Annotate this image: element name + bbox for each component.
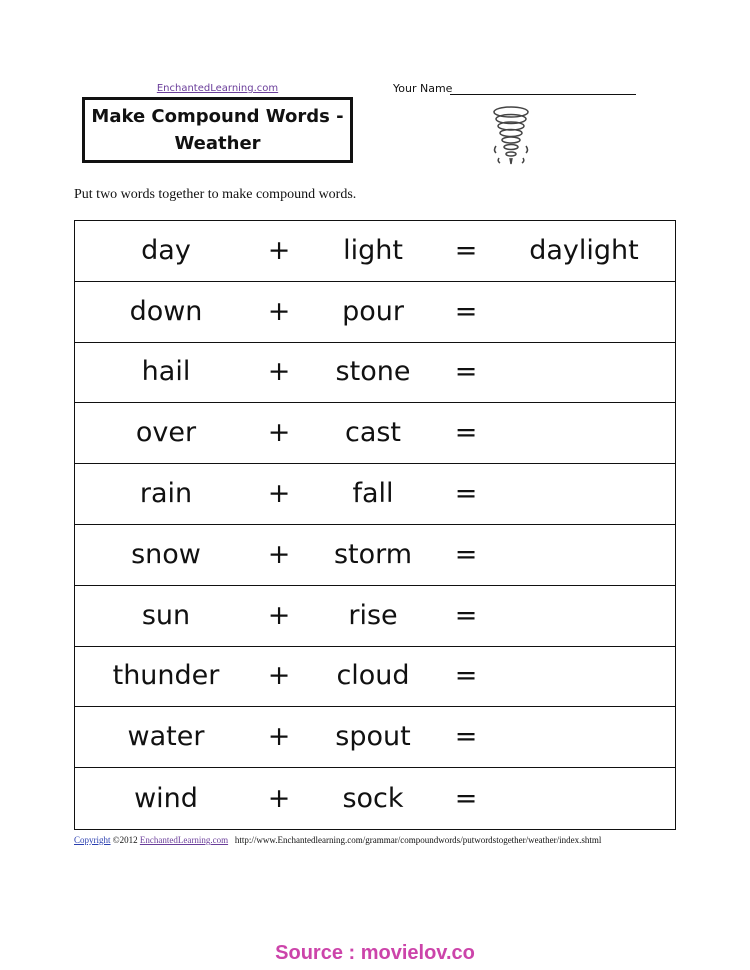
- equals-sign: =: [454, 477, 478, 509]
- table-row: [75, 525, 675, 586]
- tornado-icon: [488, 106, 534, 166]
- equals-sign: =: [454, 660, 478, 692]
- table-row: [75, 464, 675, 525]
- compound-words-table: [74, 220, 676, 830]
- plus-sign: +: [267, 660, 291, 692]
- your-name-label: Your Name: [393, 82, 453, 95]
- table-row: [75, 343, 675, 404]
- plus-sign: +: [267, 538, 291, 570]
- plus-sign: +: [267, 356, 291, 388]
- equals-sign: =: [454, 356, 478, 388]
- copyright-link[interactable]: Copyright: [74, 835, 111, 845]
- plus-sign: +: [267, 477, 291, 509]
- word-2: light: [343, 234, 403, 266]
- equals-sign: =: [454, 538, 478, 570]
- word-2: rise: [348, 599, 398, 631]
- word-2: storm: [333, 538, 413, 570]
- word-2: cast: [344, 417, 402, 449]
- equals-sign: =: [454, 295, 478, 327]
- footer-site-link[interactable]: EnchantedLearning.com: [139, 835, 229, 845]
- equals-sign: =: [454, 417, 478, 449]
- plus-sign: +: [267, 234, 291, 266]
- word-2: sock: [342, 782, 404, 814]
- word-1: sun: [141, 599, 191, 631]
- instructions: Put two words together to make compound words.: [74, 187, 357, 202]
- word-1: day: [141, 234, 191, 266]
- site-link[interactable]: EnchantedLearning.com: [156, 83, 279, 94]
- word-1: snow: [131, 538, 201, 570]
- page-url: http://www.Enchantedlearning.com/grammar/compoundwords/putwordstogether/weather/index.shtml: [234, 835, 602, 845]
- table-row: [75, 282, 675, 343]
- answer[interactable]: daylight: [529, 234, 639, 266]
- table-row: [75, 403, 675, 464]
- title-line-2: Weather: [174, 133, 261, 154]
- word-2: pour: [342, 295, 404, 327]
- word-1: rain: [139, 477, 193, 509]
- word-2: stone: [335, 356, 411, 388]
- table-row: [75, 707, 675, 768]
- table-row: [75, 647, 675, 708]
- plus-sign: +: [267, 721, 291, 753]
- footer: [74, 835, 601, 845]
- plus-sign: +: [267, 417, 291, 449]
- equals-sign: =: [454, 782, 478, 814]
- table-row: [75, 768, 675, 829]
- plus-sign: +: [267, 782, 291, 814]
- equals-sign: =: [454, 234, 478, 266]
- word-2: spout: [335, 721, 411, 753]
- name-line: [450, 94, 636, 95]
- table-row: [75, 586, 675, 647]
- word-1: thunder: [112, 660, 220, 692]
- word-1: water: [127, 721, 205, 753]
- table-row: [75, 221, 675, 282]
- word-1: over: [135, 417, 197, 449]
- equals-sign: =: [454, 721, 478, 753]
- word-2: fall: [352, 477, 394, 509]
- source-watermark: Source : movielov.co: [275, 942, 475, 964]
- equals-sign: =: [454, 599, 478, 631]
- word-1: hail: [141, 356, 191, 388]
- title-box: [82, 97, 353, 163]
- plus-sign: +: [267, 295, 291, 327]
- word-1: wind: [134, 782, 198, 814]
- word-2: cloud: [336, 660, 410, 692]
- word-1: down: [129, 295, 203, 327]
- copyright-year: ©2012: [112, 835, 138, 845]
- title-line-1: Make Compound Words -: [91, 106, 344, 127]
- plus-sign: +: [267, 599, 291, 631]
